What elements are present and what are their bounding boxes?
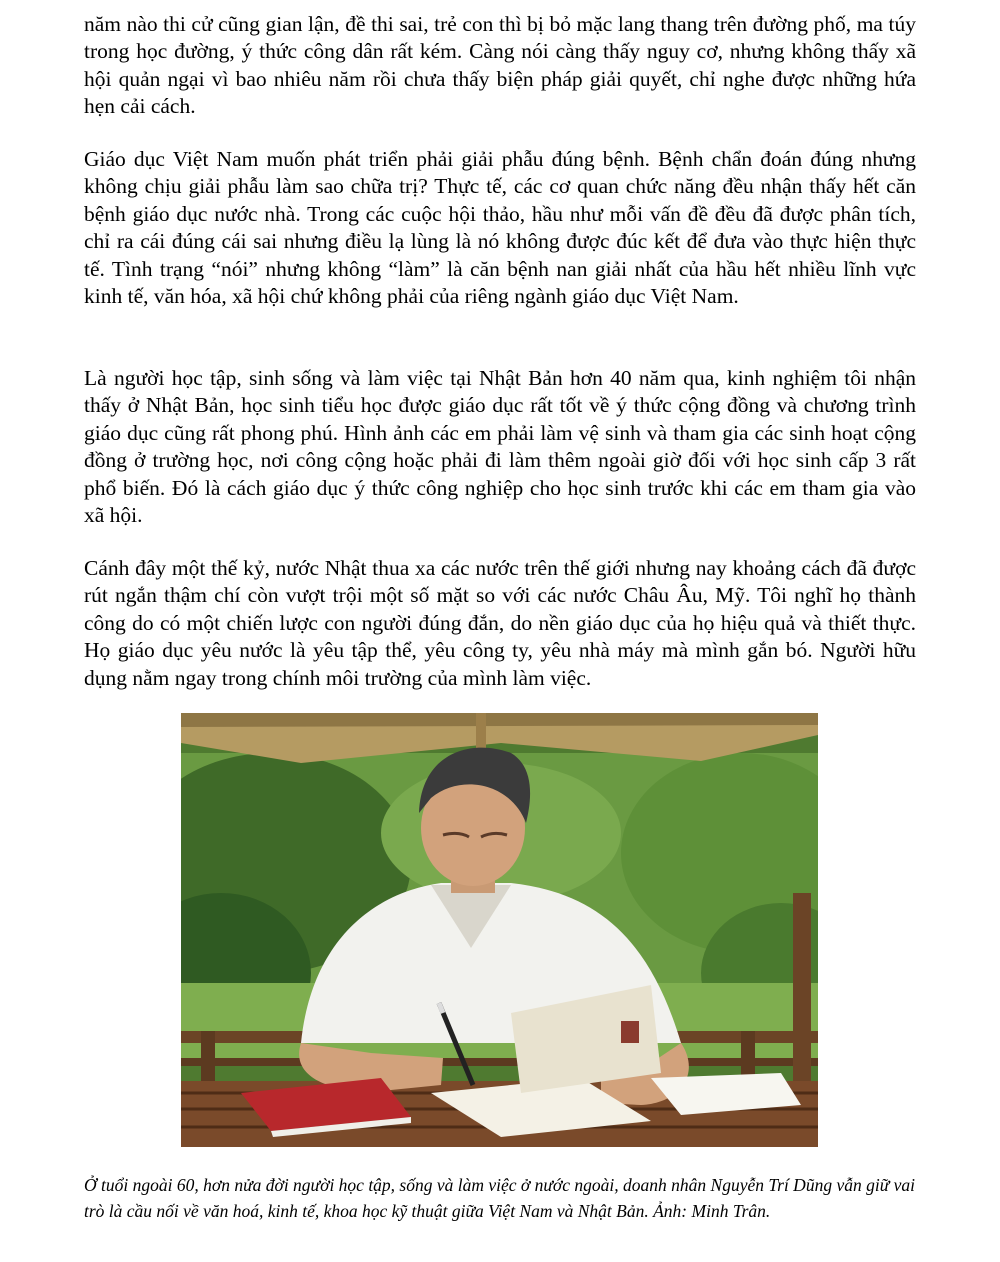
paragraph-4: Cánh đây một thế kỷ, nước Nhật thua xa các nước trên thế giới nhưng nay khoảng cách đã được rút ngắn thậm chí còn vượt trội một số mặt so với các nước Châu Âu, Mỹ. Tôi nghĩ họ thành công do có một chiến lược con người đúng đắn, do nền giáo dục của họ hiệu quả và thiết thực. Họ giáo dục yêu nước là yêu tập thể, yêu công ty, yêu nhà máy mà mình gắn bó. Người hữu dụng nằm ngay trong chính môi trường của mình làm việc. [84, 556, 916, 690]
paragraph-2: Giáo dục Việt Nam muốn phát triển phải giải phẫu đúng bệnh. Bệnh chẩn đoán đúng nhưng không chịu giải phẫu làm sao chữa trị? Thực tế, các cơ quan chức năng đều nhận thấy hết căn bệnh giáo dục nước nhà. Trong các cuộc hội thảo, hầu như mỗi vấn đề đều đã được phân tích, chỉ ra cái đúng cái sai nhưng điều lạ lùng là nó không được đúc kết để đưa vào thực hiện thực tế. Tình trạng “nói” nhưng không “làm” là căn bệnh nan giải nhất của hầu hết nhiều lĩnh vực kinh tế, văn hóa, xã hội chứ không phải của riêng ngành giáo dục Việt Nam. [84, 147, 916, 309]
paragraph-1: năm nào thi cử cũng gian lận, đề thi sai, trẻ con thì bị bỏ mặc lang thang trên đường phố, ma túy trong học đường, ý thức công dân rất kém. Càng nói càng thấy nguy cơ, nhưng không thấy xã hội quản ngại vì bao nhiêu năm rồi chưa thấy biện pháp giải quyết, chỉ nghe được những hứa hẹn cải cách. [84, 12, 916, 119]
photo-caption: Ở tuổi ngoài 60, hơn nửa đời người học tập, sống và làm việc ở nước ngoài, doanh nhân Nguyễn Trí Dũng vẫn giữ vai trò là cầu nối về văn hoá, kinh tế, khoa học kỹ thuật giữa Việt Nam và Nhật Bản. Ảnh: Minh Trân. [84, 1175, 915, 1221]
paragraph-3: Là người học tập, sinh sống và làm việc tại Nhật Bản hơn 40 năm qua, kinh nghiệm tôi nhận thấy ở Nhật Bản, học sinh tiểu học được giáo dục rất tốt về ý thức cộng đồng và chương trình giáo dục cũng rất phong phú. Hình ảnh các em phải làm vệ sinh và tham gia các sinh hoạt cộng đồng ở trường học, nơi công cộng hoặc phải đi làm thêm ngoài giờ đối với học sinh cấp 3 rất phổ biến. Đó là cách giáo dục ý thức công nghiệp cho học sinh trước khi các em tham gia vào xã hội. [84, 366, 916, 528]
article-photo [181, 713, 818, 1147]
photo-illustration [181, 713, 818, 1147]
